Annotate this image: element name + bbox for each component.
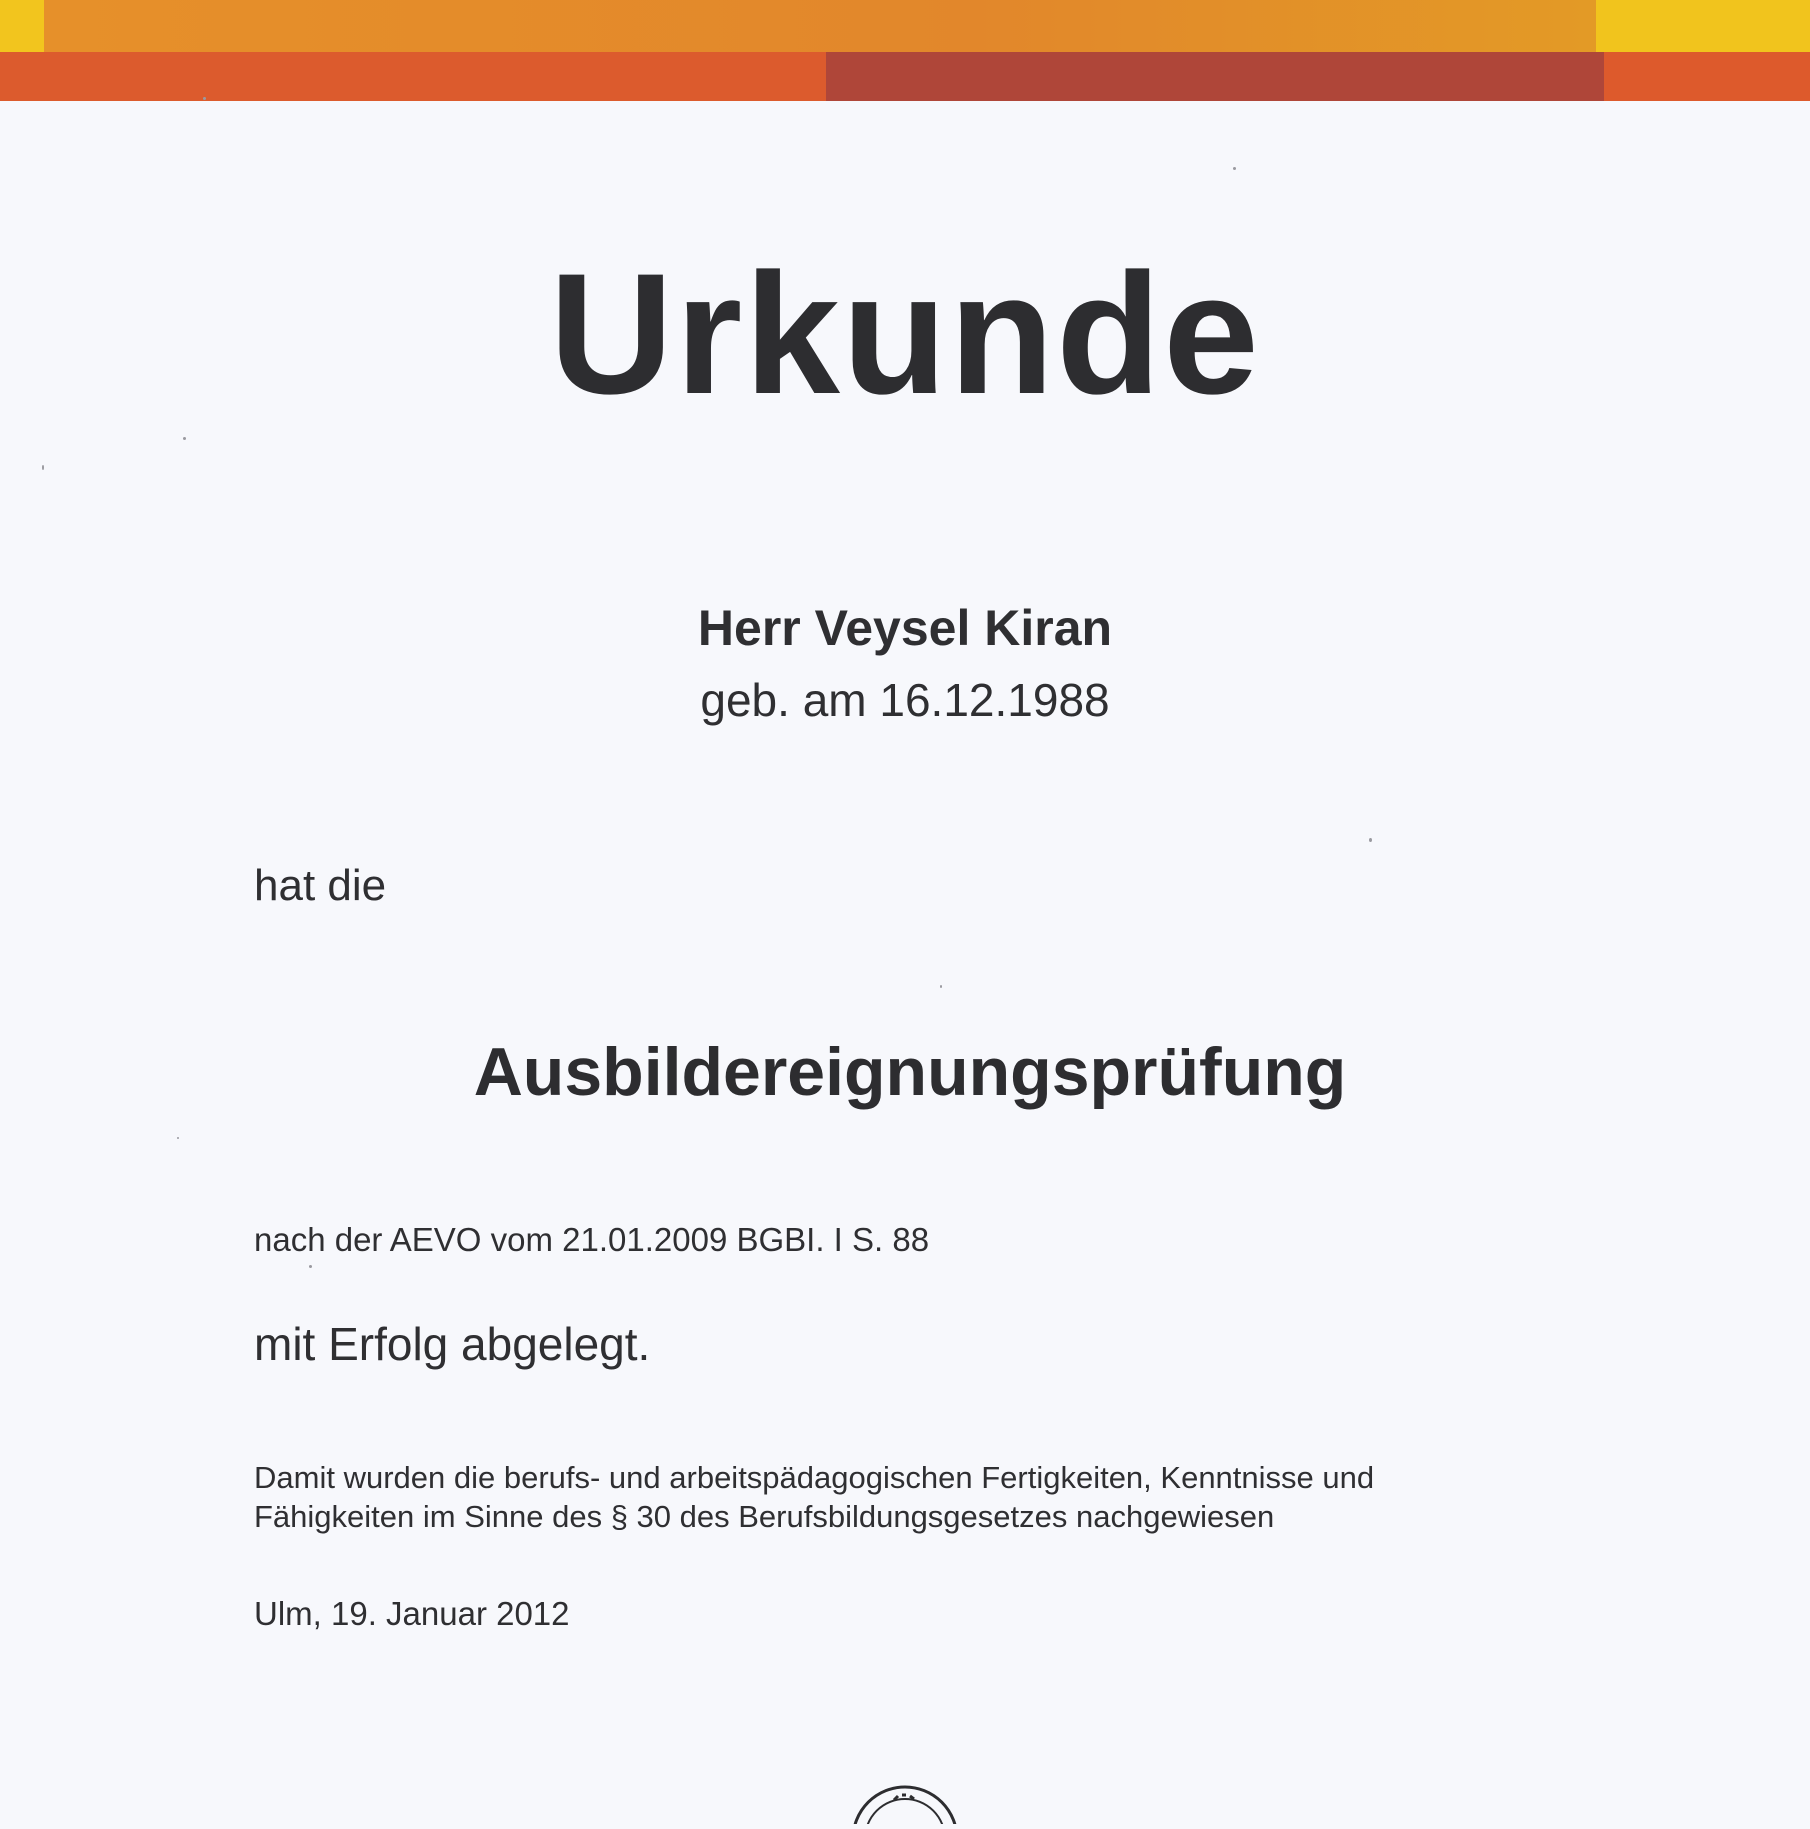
stripe-red-left — [0, 52, 826, 101]
recipient-name: Herr Veysel Kiran — [697, 600, 1113, 656]
band-yellow-left — [0, 0, 44, 52]
recipient-birthdate: geb. am 16.12.1988 — [700, 674, 1110, 726]
seal-icon — [850, 1784, 960, 1829]
exam-title: Ausbildereignungsprüfung — [473, 1034, 1347, 1110]
stripe-red-right — [1604, 52, 1810, 101]
statement-text — [254, 1458, 1554, 1536]
header-stripe — [0, 52, 1810, 101]
header-color-band — [0, 0, 1810, 52]
place-and-date: Ulm, 19. Januar 2012 — [254, 1595, 570, 1632]
band-orange — [44, 0, 1596, 52]
statement-line-1: Damit wurden die berufs- und arbeitspädagogischen Fertigkeiten, Kenntnisse und — [254, 1460, 1375, 1495]
intro-text: hat die — [254, 861, 387, 910]
band-yellow-right — [1596, 0, 1810, 52]
stripe-darkred — [826, 52, 1604, 101]
certificate-title: Urkunde — [549, 238, 1261, 430]
statement-line-2: Fähigkeiten im Sinne des § 30 des Berufsbildungsgesetzes nachgewiesen — [254, 1499, 1275, 1534]
result-text: mit Erfolg abgelegt. — [254, 1318, 651, 1370]
regulation-text: nach der AEVO vom 21.01.2009 BGBI. I S. 88 — [254, 1221, 930, 1258]
